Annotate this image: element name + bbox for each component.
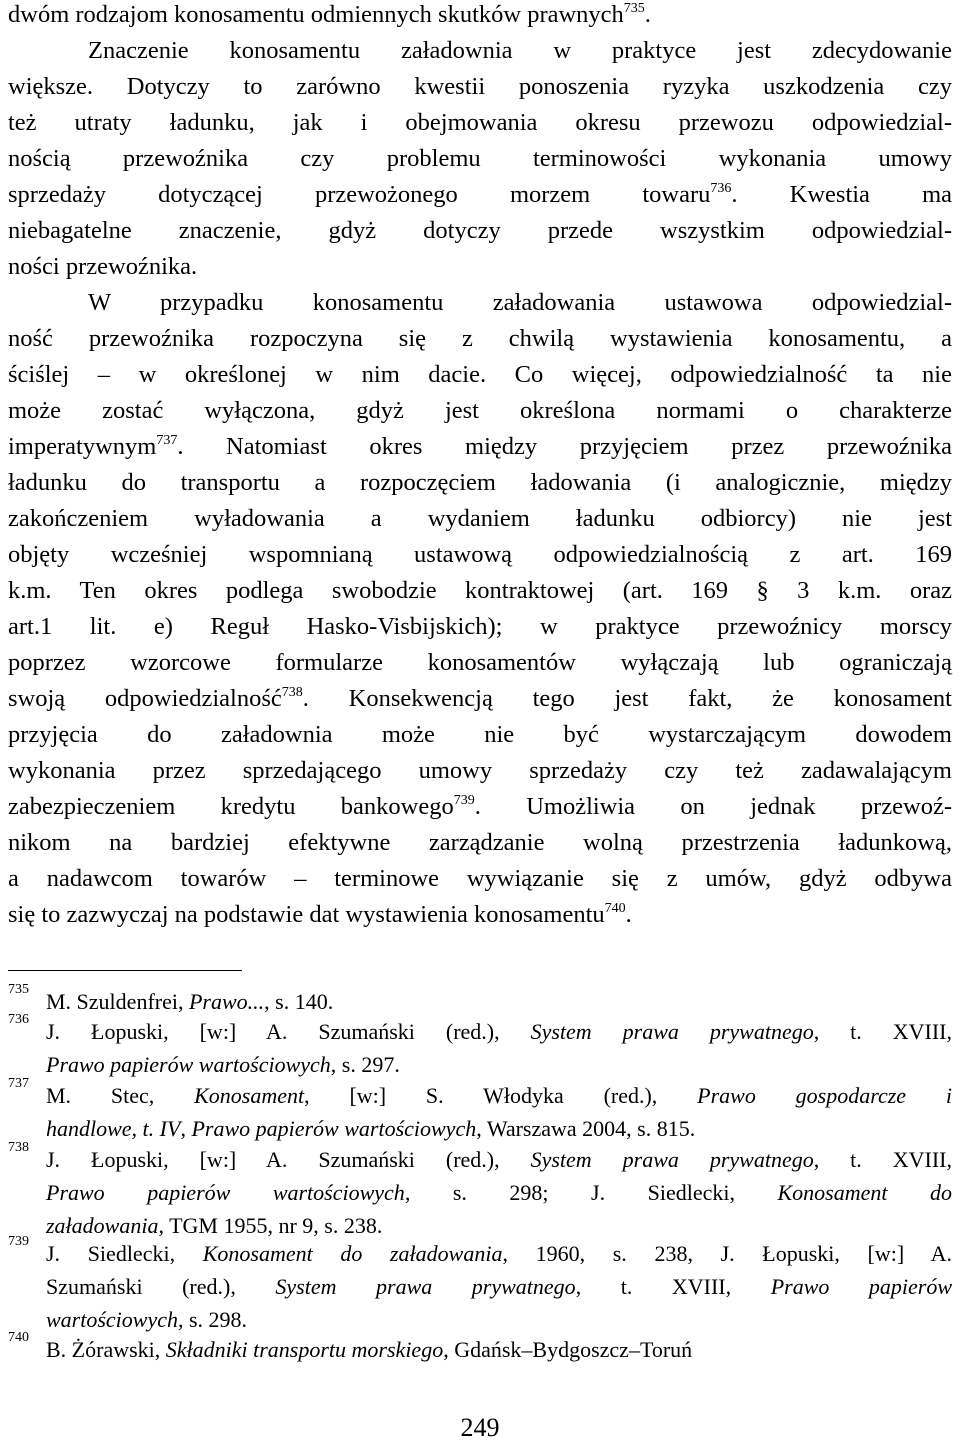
text-line [8, 216, 952, 246]
footnote-line [46, 1018, 952, 1046]
footnote-text: , Warszawa 2004, s. 815. [476, 1116, 696, 1141]
footnote-line [46, 1336, 952, 1364]
text-line [88, 36, 952, 66]
footnote-number: 737 [8, 1076, 29, 1091]
footnote-number: 740 [8, 1330, 29, 1345]
footnote-text: , t. XVIII, [575, 1274, 771, 1299]
footnote-number: 739 [8, 1234, 29, 1249]
text-line [8, 612, 952, 642]
text-line [8, 900, 952, 930]
footnote-italic-text: Prawo... [188, 989, 265, 1014]
text-line [8, 504, 952, 534]
text-line [8, 828, 952, 858]
text-line [8, 864, 952, 894]
footnote-number: 736 [8, 1012, 29, 1027]
text-line [8, 540, 952, 570]
line-text: ności przewoźnika. [8, 253, 198, 280]
footnote-text: , s. 297. [330, 1052, 400, 1077]
footnote-italic-text: Prawo papierów wartościowych [191, 1116, 477, 1141]
footnote-text: Szumański (red.), [46, 1274, 276, 1299]
page-number: 249 [460, 1413, 500, 1442]
text-line [8, 252, 952, 282]
footnote-line [46, 1240, 952, 1268]
footnote-line [46, 1051, 952, 1079]
footnote-italic-text: Prawo papierów [770, 1274, 953, 1299]
text-line [8, 72, 952, 102]
footnote-italic-text: wartościowych [46, 1307, 178, 1332]
footnote-text: M. Stec, [46, 1083, 195, 1108]
footnote-text: , [w:] S. Włodyka (red.), [304, 1083, 698, 1108]
footnote-italic-text: System prawa prywatnego [530, 1019, 814, 1044]
line-text: przyjęcia do załadownia może nie być wystarczającym dowodem [8, 721, 952, 748]
line-text: a nadawcom towarów – terminowe wywiązanie się z umów, gdyż odbywa [8, 865, 952, 892]
text-line [8, 0, 952, 30]
line-text: zabezpieczeniem kredytu bankowego [8, 793, 454, 820]
line-text: ładunku do transportu a rozpoczęciem ładowania (i analogicznie, między [8, 469, 952, 496]
line-text-continuation: . Konsekwencją tego jest fakt, że konosament [302, 685, 952, 712]
footnote-italic-text: Prawo gospodarcze i [697, 1083, 953, 1108]
footnote-line [46, 1212, 952, 1240]
line-text: ściślej – w określonej w nim dacie. Co więcej, odpowiedzialność ta nie [8, 361, 952, 388]
footnote-text: , 1960, s. 238, J. Łopuski, [w:] A. [502, 1241, 953, 1266]
line-text: większe. Dotyczy to zarówno kwestii ponoszenia ryzyka uszkodzenia czy [8, 73, 952, 100]
line-text: może zostać wyłączona, gdyż jest określona normami o charakterze [8, 397, 952, 424]
line-text: wykonania przez sprzedającego umowy sprzedaży czy też zadawalającym [8, 757, 952, 784]
line-text: imperatywnym [8, 433, 157, 460]
text-line [8, 684, 952, 714]
footnote-ref: 739 [453, 793, 475, 808]
footnote-italic-text: Składniki transportu morskiego [165, 1337, 444, 1362]
footnote-italic-text: Konosament do załadowania [202, 1241, 503, 1266]
line-text-continuation: . Kwestia ma [731, 181, 953, 208]
footnote-ref: 737 [156, 433, 178, 448]
text-line [8, 720, 952, 750]
line-text-continuation: . [625, 901, 632, 928]
text-line [8, 648, 952, 678]
line-text: swoją odpowiedzialność [8, 685, 282, 712]
text-line [8, 468, 952, 498]
line-text: objęty wcześniej wspomnianą ustawową odpowiedzialnością z art. 169 [8, 541, 952, 568]
footnote-line [46, 1179, 952, 1207]
footnote-text: , [180, 1116, 192, 1141]
footnote-separator [8, 970, 242, 971]
footnote-text: M. Szuldenfrei, [46, 989, 189, 1014]
footnote-italic-text: Konosament [194, 1083, 305, 1108]
footnote-text: , t. XVIII, [813, 1019, 953, 1044]
text-line [8, 432, 952, 462]
line-text-continuation: . [644, 1, 651, 28]
line-text: zakończeniem wyładowania a wydaniem ładunku odbiorcy) nie jest [8, 505, 952, 532]
line-text: sprzedaży dotyczącej przewożonego morzem towaru [8, 181, 711, 208]
line-text: się to zazwyczaj na podstawie dat wystawienia konosamentu [8, 901, 605, 928]
footnote-text: , TGM 1955, nr 9, s. 238. [158, 1213, 383, 1238]
footnote-text: J. Siedlecki, [46, 1241, 203, 1266]
footnote-italic-text: System prawa prywatnego [530, 1147, 814, 1172]
line-text: W przypadku konosamentu załadowania ustawowa odpowiedzial- [88, 289, 952, 316]
footnote-ref: 735 [623, 1, 645, 16]
footnote-italic-text: handlowe, t. IV [46, 1116, 181, 1141]
footnote-text: J. Łopuski, [w:] A. Szumański (red.), [46, 1147, 531, 1172]
footnote-line [46, 1146, 952, 1174]
footnote-text: , s. 298; J. Siedlecki, [404, 1180, 778, 1205]
line-text: nikom na bardziej efektywne zarządzanie wolną przestrzenia ładunkową, [8, 829, 952, 856]
text-line [8, 756, 952, 786]
footnote-ref: 738 [281, 685, 303, 700]
footnote-number: 738 [8, 1140, 29, 1155]
line-text: poprzez wzorcowe formularze konosamentów wyłączają lub ograniczają [8, 649, 952, 676]
footnote-line [46, 988, 952, 1016]
text-line [8, 324, 952, 354]
footnote-italic-text: załadowania [46, 1213, 159, 1238]
footnote-text: B. Żórawski, [46, 1337, 166, 1362]
footnote-line [46, 1115, 952, 1143]
text-line [8, 180, 952, 210]
text-line [8, 144, 952, 174]
footnote-text: , Gdańsk–Bydgoszcz–Toruń [443, 1337, 693, 1362]
text-line [8, 576, 952, 606]
footnote-text: , s. 298. [178, 1307, 248, 1332]
text-line [8, 396, 952, 426]
footnote-ref: 736 [710, 181, 732, 196]
footnote-number: 735 [8, 982, 29, 997]
footnote-text: , s. 140. [264, 989, 334, 1014]
line-text: dwóm rodzajom konosamentu odmiennych skutków prawnych [8, 1, 624, 28]
line-text: Znaczenie konosamentu załadownia w praktyce jest zdecydowanie [88, 37, 952, 64]
footnote-italic-text: Konosament do [777, 1180, 952, 1205]
line-text: ność przewoźnika rozpoczyna się z chwilą wystawienia konosamentu, a [8, 325, 952, 352]
footnote-italic-text: System prawa prywatnego [275, 1274, 576, 1299]
footnote-ref: 740 [604, 901, 626, 916]
line-text-continuation: . Umożliwia on jednak przewoź- [474, 793, 952, 820]
line-text: niebagatelne znaczenie, gdyż dotyczy przede wszystkim odpowiedzial- [8, 217, 952, 244]
line-text-continuation: . Natomiast okres między przyjęciem przez przewoźnika [177, 433, 952, 460]
footnote-line [46, 1273, 952, 1301]
line-text: też utraty ładunku, jak i obejmowania okresu przewozu odpowiedzial- [8, 109, 952, 136]
line-text: nością przewoźnika czy problemu terminowości wykonania umowy [8, 145, 952, 172]
footnote-text: , t. XVIII, [813, 1147, 953, 1172]
line-text: art.1 lit. e) Reguł Hasko-Visbijskich); w praktyce przewoźnicy morscy [8, 613, 952, 640]
line-text: k.m. Ten okres podlega swobodzie kontraktowej (art. 169 § 3 k.m. oraz [8, 577, 952, 604]
footnote-line [46, 1082, 952, 1110]
text-line [8, 360, 952, 390]
text-line [88, 288, 952, 318]
text-line [8, 792, 952, 822]
footnote-italic-text: Prawo papierów wartościowych [46, 1180, 405, 1205]
footnote-text: J. Łopuski, [w:] A. Szumański (red.), [46, 1019, 531, 1044]
footnote-italic-text: Prawo papierów wartościowych [46, 1052, 331, 1077]
footnote-line [46, 1306, 952, 1334]
text-line [8, 108, 952, 138]
